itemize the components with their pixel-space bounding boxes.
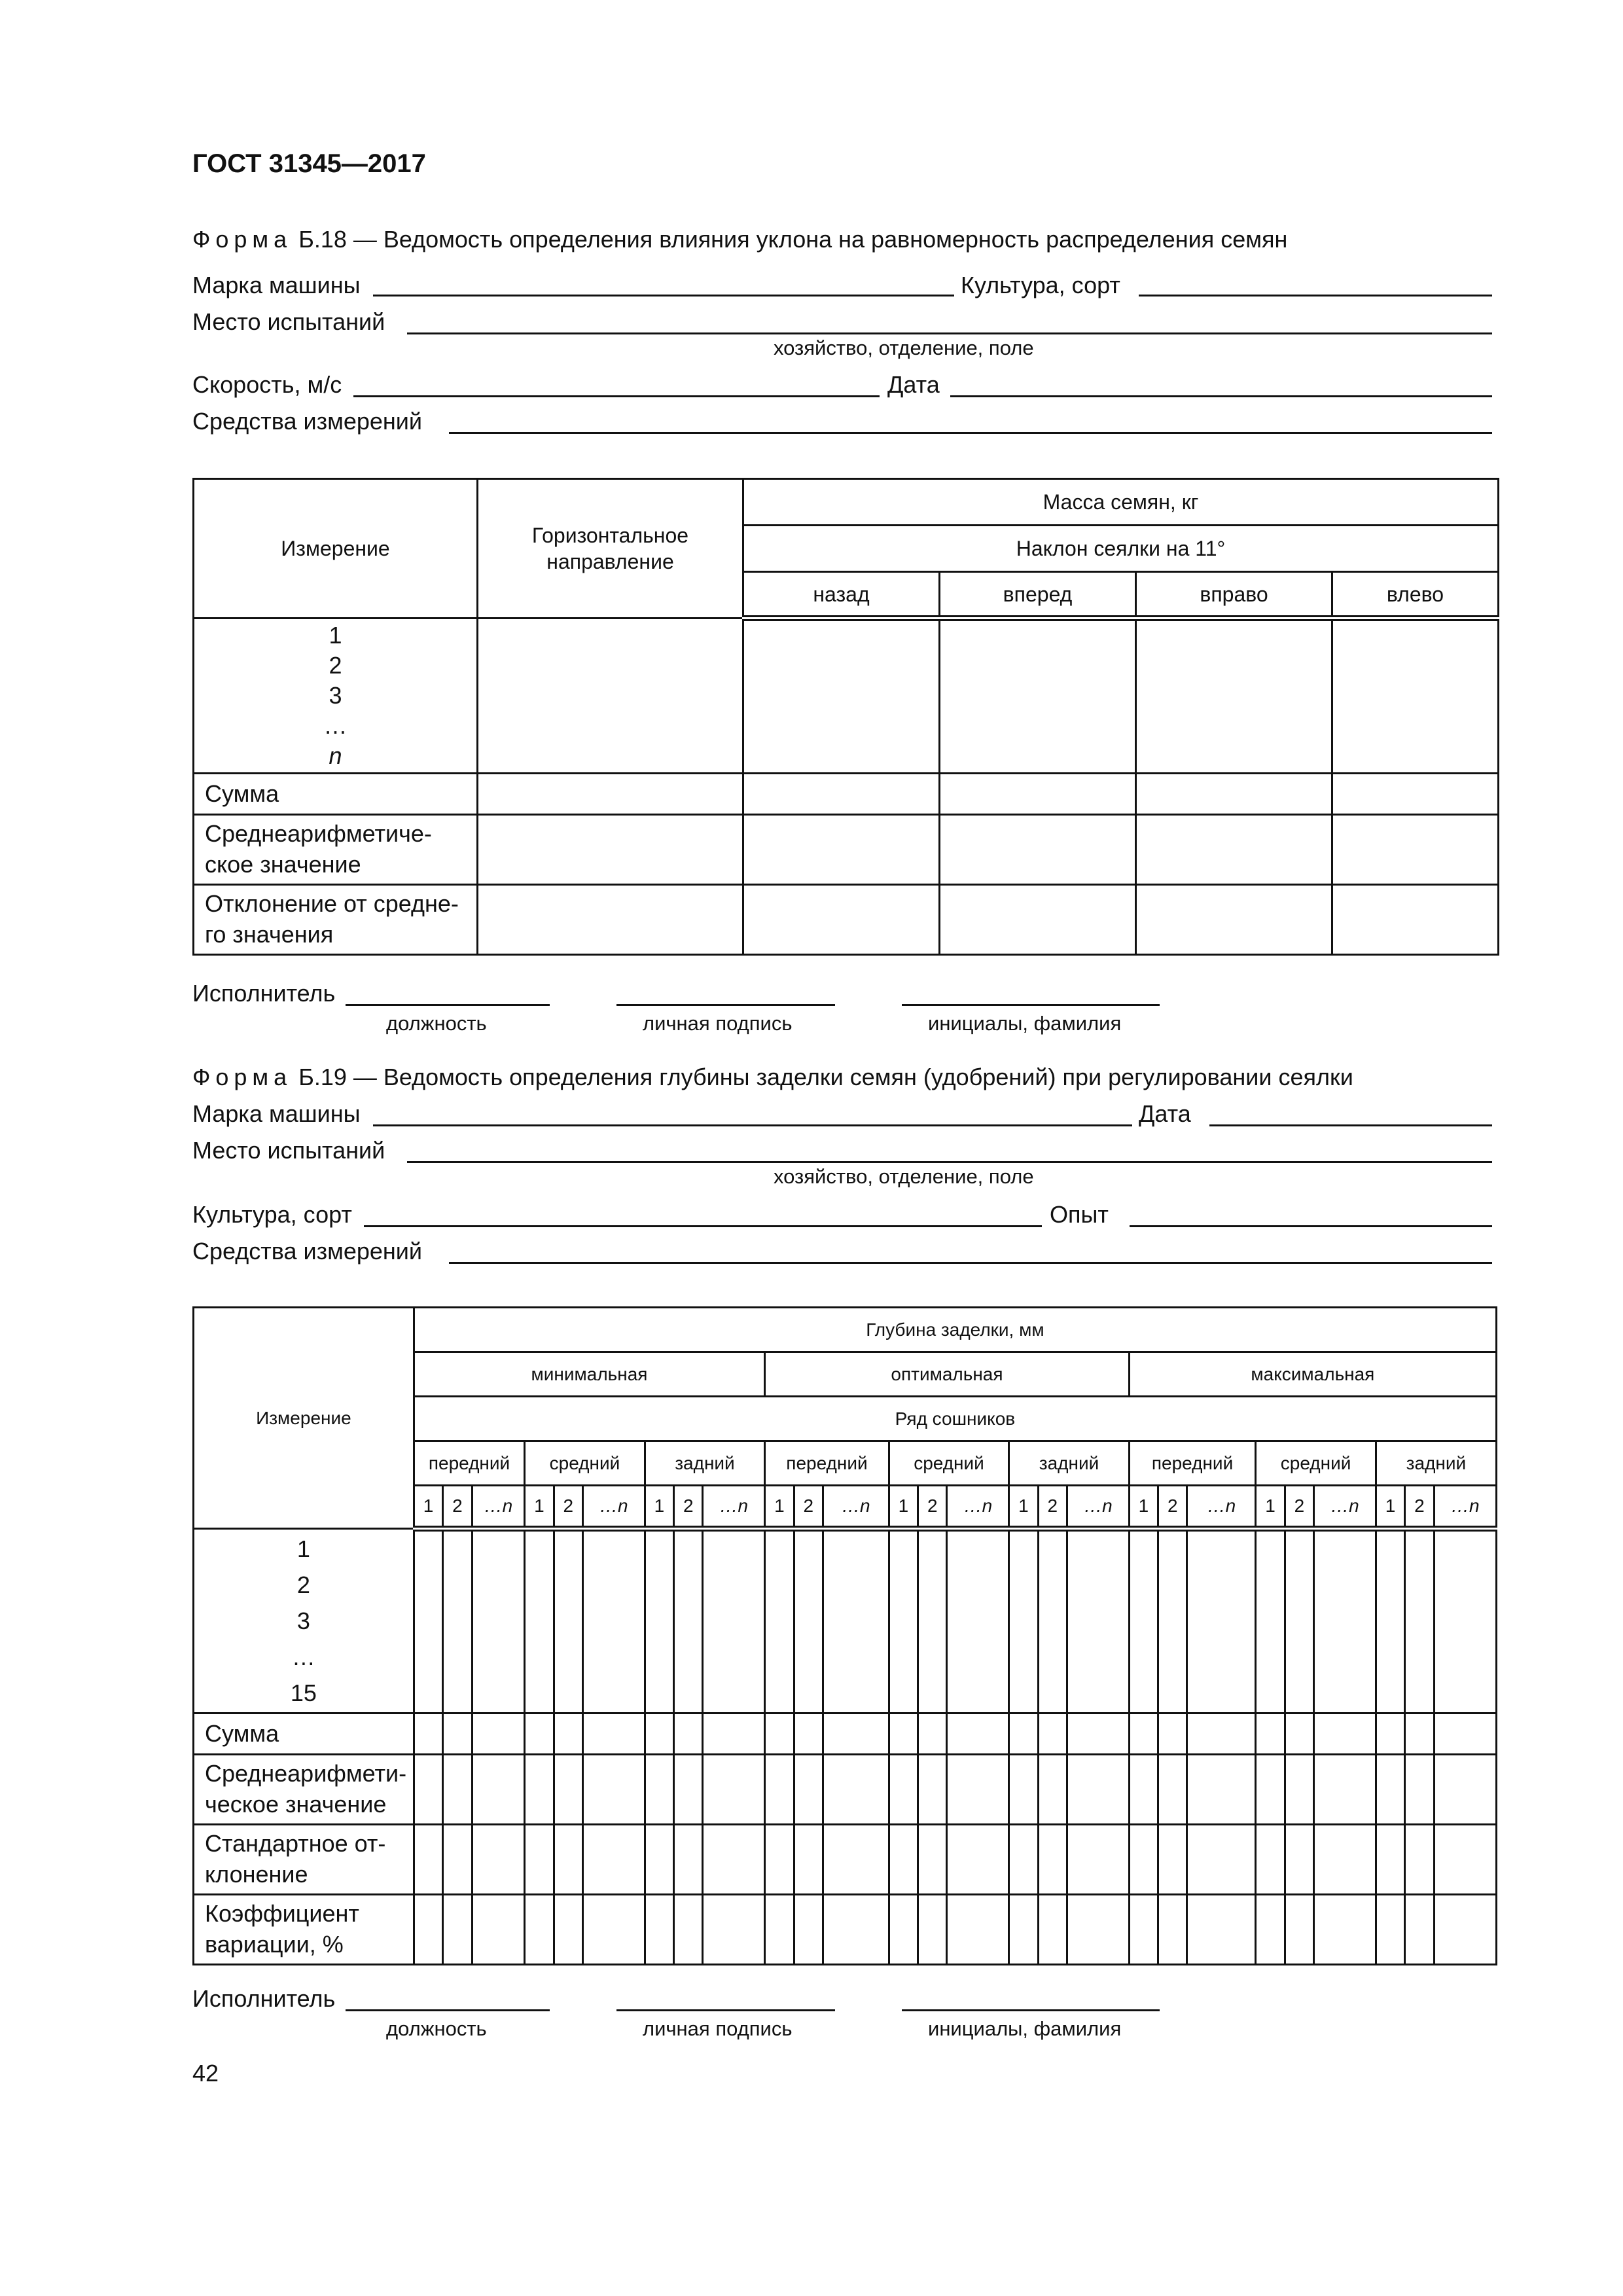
form19-subcolumn-header: 2: [794, 1486, 823, 1529]
form19-cell[interactable]: [645, 1825, 673, 1895]
form19-cell[interactable]: [1067, 1825, 1129, 1895]
form19-cell[interactable]: [947, 1895, 1009, 1965]
form19-cell[interactable]: [525, 1895, 554, 1965]
form19-cell[interactable]: [443, 1755, 472, 1825]
form19-title-prefix: Форма: [192, 1064, 293, 1090]
form19-cell[interactable]: [1038, 1713, 1067, 1755]
form19-cell[interactable]: [1158, 1895, 1187, 1965]
form18-position-line[interactable]: [346, 1004, 550, 1006]
form18-cell[interactable]: [743, 774, 940, 815]
form19-cell[interactable]: [1434, 1825, 1496, 1895]
form19-cell[interactable]: [472, 1895, 525, 1965]
form19-row-variation: Коэффициент вариации, %: [194, 1895, 414, 1965]
form19-row-numbers: [194, 1529, 414, 1713]
form19-cell[interactable]: [1256, 1825, 1285, 1895]
form19-subcolumn-header: 1: [414, 1486, 442, 1529]
form19-cell[interactable]: [1314, 1755, 1376, 1825]
form19-cell[interactable]: [1285, 1713, 1313, 1755]
form18-cell[interactable]: [1332, 619, 1499, 774]
form19-cell[interactable]: [645, 1529, 673, 1713]
form19-cell[interactable]: [889, 1825, 918, 1895]
form19-cell[interactable]: [674, 1825, 703, 1895]
form18-table: [192, 478, 1499, 956]
form19-cell[interactable]: [674, 1895, 703, 1965]
form19-culture-label: Культура, сорт: [192, 1201, 352, 1228]
form19-cell[interactable]: [1434, 1755, 1496, 1825]
form18-cell[interactable]: [743, 815, 940, 885]
form19-subcolumn-header: 2: [918, 1486, 947, 1529]
form19-cell[interactable]: [918, 1755, 947, 1825]
form18-cell[interactable]: [478, 619, 743, 774]
form19-cell[interactable]: [889, 1529, 918, 1713]
page-number: 42: [192, 2060, 219, 2087]
form19-cell[interactable]: [1129, 1825, 1158, 1895]
form18-cell[interactable]: [1332, 815, 1499, 885]
form19-cell[interactable]: [525, 1755, 554, 1825]
form19-cell[interactable]: [443, 1895, 472, 1965]
form19-cell[interactable]: [443, 1825, 472, 1895]
form19-cell[interactable]: [674, 1529, 703, 1713]
form19-header-measure: Измерение: [194, 1308, 414, 1529]
form18-place-label: Место испытаний: [192, 308, 385, 335]
form19-cell[interactable]: [1009, 1755, 1038, 1825]
form19-cell[interactable]: [645, 1755, 673, 1825]
form19-cell[interactable]: [1067, 1529, 1129, 1713]
form18-cell[interactable]: [743, 885, 940, 955]
form18-position-caption: должность: [386, 1012, 487, 1035]
form19-subcolumn-header: 2: [1158, 1486, 1187, 1529]
form19-cell[interactable]: [703, 1529, 765, 1713]
form19-subcolumn-header: …n: [472, 1486, 525, 1529]
form19-table: [192, 1306, 1497, 1965]
form19-cell[interactable]: [1376, 1895, 1404, 1965]
form18-executor-label: Исполнитель: [192, 980, 336, 1007]
form19-cell[interactable]: [1009, 1713, 1038, 1755]
form19-position-caption: должность: [386, 2017, 487, 2040]
form19-subcolumn-header: 1: [645, 1486, 673, 1529]
form19-cell[interactable]: [1038, 1825, 1067, 1895]
document-code: ГОСТ 31345—2017: [192, 149, 426, 178]
form19-cell[interactable]: [554, 1895, 582, 1965]
form19-cell[interactable]: [794, 1825, 823, 1895]
form18-cell[interactable]: [1136, 774, 1332, 815]
form19-subcolumn-header: 1: [765, 1486, 794, 1529]
form19-header-rear: задний: [645, 1441, 765, 1486]
form18-speed-label: Скорость, м/с: [192, 371, 342, 398]
form19-cell[interactable]: [1405, 1713, 1434, 1755]
form19-subcolumn-header: …n: [1314, 1486, 1376, 1529]
form19-header-middle: средний: [525, 1441, 645, 1486]
form18-name-caption: инициалы, фамилия: [928, 1012, 1122, 1035]
form19-cell[interactable]: [1376, 1529, 1404, 1713]
form19-signature-line[interactable]: [616, 2009, 835, 2011]
form19-header-front: передний: [765, 1441, 889, 1486]
form19-cell[interactable]: [1314, 1713, 1376, 1755]
form19-cell[interactable]: [525, 1713, 554, 1755]
form19-cell[interactable]: [1067, 1755, 1129, 1825]
form19-cell[interactable]: [794, 1529, 823, 1713]
form19-cell[interactable]: [1009, 1825, 1038, 1895]
form19-cell[interactable]: [1285, 1755, 1313, 1825]
form19-cell[interactable]: [1187, 1825, 1256, 1895]
form19-cell[interactable]: [1129, 1895, 1158, 1965]
form19-subcolumn-header: 2: [554, 1486, 582, 1529]
form19-cell[interactable]: [765, 1713, 794, 1755]
form19-cell[interactable]: [703, 1755, 765, 1825]
form19-date-line[interactable]: [1209, 1124, 1492, 1126]
form19-executor-label: Исполнитель: [192, 1985, 336, 2012]
form18-cell[interactable]: [743, 619, 940, 774]
form19-cell[interactable]: [472, 1825, 525, 1895]
form19-cell[interactable]: [1129, 1529, 1158, 1713]
form19-header-middle: средний: [889, 1441, 1009, 1486]
form19-position-line[interactable]: [346, 2009, 550, 2011]
form19-cell[interactable]: [1376, 1825, 1404, 1895]
form19-header-front: передний: [1129, 1441, 1256, 1486]
form19-cell[interactable]: [472, 1713, 525, 1755]
form19-cell[interactable]: [582, 1755, 645, 1825]
form18-cell[interactable]: [478, 885, 743, 955]
form19-cell[interactable]: [918, 1895, 947, 1965]
form19-cell[interactable]: [1256, 1529, 1285, 1713]
form19-cell[interactable]: [1158, 1529, 1187, 1713]
form18-cell[interactable]: [478, 815, 743, 885]
form19-subcolumn-header: 2: [1405, 1486, 1434, 1529]
form19-cell[interactable]: [414, 1529, 442, 1713]
form18-place-hint: хозяйство, отделение, поле: [774, 336, 1034, 359]
row-number: n: [329, 742, 342, 769]
form18-speed-line[interactable]: [353, 395, 880, 397]
form19-cell[interactable]: [1405, 1529, 1434, 1713]
form19-row-mean: Среднеарифмети-ческое значение: [194, 1755, 414, 1825]
form19-cell[interactable]: [1256, 1895, 1285, 1965]
form19-machine-line[interactable]: [373, 1124, 1132, 1126]
form18-culture-label: Культура, сорт: [961, 272, 1120, 298]
form19-cell[interactable]: [1158, 1755, 1187, 1825]
form19-cell[interactable]: [582, 1529, 645, 1713]
form19-signature-caption: личная подпись: [643, 2017, 793, 2040]
form19-cell[interactable]: [1376, 1755, 1404, 1825]
form19-cell[interactable]: [794, 1895, 823, 1965]
row-number: 3: [296, 1607, 310, 1634]
form19-cell[interactable]: [889, 1895, 918, 1965]
form19-cell[interactable]: [794, 1713, 823, 1755]
form19-cell[interactable]: [1405, 1825, 1434, 1895]
form18-cell[interactable]: [1136, 815, 1332, 885]
form18-machine-line[interactable]: [373, 295, 954, 296]
form19-cell[interactable]: [1009, 1529, 1038, 1713]
form18-cell[interactable]: [478, 774, 743, 815]
form19-cell[interactable]: [1187, 1713, 1256, 1755]
form19-cell[interactable]: [1129, 1755, 1158, 1825]
form19-cell[interactable]: [443, 1713, 472, 1755]
form19-cell[interactable]: [645, 1895, 673, 1965]
form19-cell[interactable]: [1009, 1895, 1038, 1965]
form19-cell[interactable]: [1158, 1713, 1187, 1755]
form19-cell[interactable]: [1314, 1895, 1376, 1965]
form19-row-stddev: Стандартное от-клонение: [194, 1825, 414, 1895]
form19-cell[interactable]: [765, 1755, 794, 1825]
form19-cell[interactable]: [889, 1713, 918, 1755]
form18-header-horizontal: Горизонтальное направление: [478, 479, 743, 619]
form19-cell[interactable]: [947, 1825, 1009, 1895]
form19-cell[interactable]: [1285, 1529, 1313, 1713]
form19-culture-line[interactable]: [364, 1225, 1042, 1227]
form19-cell[interactable]: [823, 1825, 889, 1895]
form18-header-left: влево: [1332, 572, 1499, 619]
row-number: 1: [329, 622, 342, 649]
form18-row-deviation: Отклонение от средне-го значения: [194, 885, 478, 955]
form19-name-line[interactable]: [902, 2009, 1160, 2011]
form19-header-rear: задний: [1009, 1441, 1130, 1486]
form19-cell[interactable]: [645, 1713, 673, 1755]
form18-cell[interactable]: [1332, 885, 1499, 955]
form19-cell[interactable]: [1038, 1529, 1067, 1713]
form19-cell[interactable]: [1187, 1895, 1256, 1965]
form19-cell[interactable]: [1314, 1529, 1376, 1713]
form19-title: [192, 1066, 1353, 1089]
form19-subcolumn-header: 1: [1256, 1486, 1285, 1529]
form19-place-label: Место испытаний: [192, 1137, 385, 1164]
row-number: …: [323, 712, 348, 739]
form19-subcolumn-header: …n: [582, 1486, 645, 1529]
form18-cell[interactable]: [940, 619, 1136, 774]
form19-header-middle: средний: [1256, 1441, 1376, 1486]
form19-subcolumn-header: 2: [1285, 1486, 1313, 1529]
form19-place-hint: хозяйство, отделение, поле: [774, 1165, 1034, 1188]
form19-cell[interactable]: [1129, 1713, 1158, 1755]
form19-cell[interactable]: [525, 1825, 554, 1895]
form19-cell[interactable]: [889, 1755, 918, 1825]
form18-header-forward: вперед: [940, 572, 1136, 619]
form19-cell[interactable]: [1067, 1713, 1129, 1755]
form19-cell[interactable]: [918, 1713, 947, 1755]
form18-row-sum: Сумма: [194, 774, 478, 815]
form19-subcolumn-header: 1: [1129, 1486, 1158, 1529]
form19-cell[interactable]: [1285, 1825, 1313, 1895]
form19-subcolumn-header: …n: [1187, 1486, 1256, 1529]
form19-cell[interactable]: [823, 1529, 889, 1713]
form19-header-optimal: оптимальная: [765, 1352, 1130, 1397]
form19-cell[interactable]: [823, 1755, 889, 1825]
form19-cell[interactable]: [414, 1895, 442, 1965]
form18-row-mean: Среднеарифметиче-ское значение: [194, 815, 478, 885]
form18-header-measure: Измерение: [194, 479, 478, 619]
form19-cell[interactable]: [582, 1825, 645, 1895]
form18-cell[interactable]: [940, 885, 1136, 955]
form19-cell[interactable]: [703, 1713, 765, 1755]
row-number: 2: [296, 1571, 310, 1598]
form19-experiment-label: Опыт: [1050, 1201, 1109, 1228]
form19-cell[interactable]: [947, 1529, 1009, 1713]
form18-name-line[interactable]: [902, 1004, 1160, 1006]
form18-cell[interactable]: [940, 774, 1136, 815]
form18-title-prefix: Форма: [192, 226, 293, 253]
form19-subcolumn-header: …n: [703, 1486, 765, 1529]
form18-cell[interactable]: [1136, 619, 1332, 774]
form19-cell[interactable]: [765, 1529, 794, 1713]
form19-subcolumn-header: …n: [1434, 1486, 1496, 1529]
form18-culture-line[interactable]: [1139, 295, 1492, 296]
form19-cell[interactable]: [947, 1755, 1009, 1825]
form19-cell[interactable]: [1038, 1895, 1067, 1965]
form18-date-line[interactable]: [950, 395, 1492, 397]
form19-instruments-line[interactable]: [449, 1262, 1492, 1264]
form19-experiment-line[interactable]: [1130, 1225, 1492, 1227]
form19-cell[interactable]: [823, 1895, 889, 1965]
form19-header-rear: задний: [1376, 1441, 1496, 1486]
form19-cell[interactable]: [1376, 1713, 1404, 1755]
form18-header-back: назад: [743, 572, 940, 619]
row-number: 1: [296, 1535, 310, 1562]
form18-title-text: Б.18 — Ведомость определения влияния уклона на равномерность распределения семян: [292, 226, 1288, 253]
row-number: 3: [329, 682, 342, 709]
form19-cell[interactable]: [765, 1825, 794, 1895]
form18-title: [192, 228, 1287, 251]
form19-cell[interactable]: [582, 1895, 645, 1965]
form19-header-row: Ряд сошников: [414, 1397, 1496, 1441]
form19-cell[interactable]: [918, 1825, 947, 1895]
form19-cell[interactable]: [1434, 1529, 1496, 1713]
form18-machine-label: Марка машины: [192, 272, 361, 298]
row-number: …: [291, 1643, 315, 1670]
form19-cell[interactable]: [1158, 1825, 1187, 1895]
form19-cell[interactable]: [554, 1713, 582, 1755]
form19-cell[interactable]: [1038, 1755, 1067, 1825]
form19-header-maximal: максимальная: [1129, 1352, 1496, 1397]
form19-subcolumn-header: …n: [947, 1486, 1009, 1529]
form19-title-text: Б.19 — Ведомость определения глубины заделки семян (удобрений) при регулировании сеялки: [292, 1064, 1353, 1090]
form18-instruments-label: Средства измерений: [192, 408, 423, 435]
form19-cell[interactable]: [1405, 1755, 1434, 1825]
form18-signature-caption: личная подпись: [643, 1012, 793, 1035]
form19-cell[interactable]: [1405, 1895, 1434, 1965]
form18-row-numbers: [194, 619, 478, 774]
form19-header-minimal: минимальная: [414, 1352, 764, 1397]
form19-cell[interactable]: [1256, 1713, 1285, 1755]
form19-cell[interactable]: [472, 1529, 525, 1713]
form19-cell[interactable]: [1314, 1825, 1376, 1895]
form19-cell[interactable]: [1434, 1713, 1496, 1755]
form19-subcolumn-header: …n: [1067, 1486, 1129, 1529]
form19-row-sum: Сумма: [194, 1713, 414, 1755]
form19-cell[interactable]: [1067, 1895, 1129, 1965]
form19-cell[interactable]: [703, 1825, 765, 1895]
form19-cell[interactable]: [794, 1755, 823, 1825]
form19-instruments-label: Средства измерений: [192, 1238, 423, 1265]
form18-header-tilt: Наклон сеялки на 11°: [743, 526, 1499, 572]
form19-name-caption: инициалы, фамилия: [928, 2017, 1122, 2040]
form19-date-label: Дата: [1139, 1100, 1191, 1127]
form19-cell[interactable]: [414, 1713, 442, 1755]
form19-subcolumn-header: 1: [889, 1486, 918, 1529]
form19-cell[interactable]: [703, 1895, 765, 1965]
form19-subcolumn-header: 2: [674, 1486, 703, 1529]
form19-cell[interactable]: [1187, 1755, 1256, 1825]
form19-cell[interactable]: [414, 1755, 442, 1825]
form19-cell[interactable]: [947, 1713, 1009, 1755]
form18-place-line[interactable]: [407, 332, 1492, 334]
form18-header-right: вправо: [1136, 572, 1332, 619]
form18-date-label: Дата: [887, 371, 940, 398]
form19-header-front: передний: [414, 1441, 524, 1486]
form19-cell[interactable]: [525, 1529, 554, 1713]
form19-cell[interactable]: [1434, 1895, 1496, 1965]
form19-cell[interactable]: [1256, 1755, 1285, 1825]
form19-cell[interactable]: [554, 1825, 582, 1895]
form19-cell[interactable]: [1187, 1529, 1256, 1713]
form19-place-line[interactable]: [407, 1161, 1492, 1163]
form19-cell[interactable]: [1285, 1895, 1313, 1965]
form19-cell[interactable]: [918, 1529, 947, 1713]
form18-signature-line[interactable]: [616, 1004, 835, 1006]
form18-cell[interactable]: [1136, 885, 1332, 955]
form19-cell[interactable]: [554, 1529, 582, 1713]
form19-subcolumn-header: 1: [1009, 1486, 1038, 1529]
form19-cell[interactable]: [674, 1713, 703, 1755]
row-number: 2: [329, 652, 342, 679]
form19-cell[interactable]: [582, 1713, 645, 1755]
form19-subcolumn-header: 1: [525, 1486, 554, 1529]
form19-cell[interactable]: [443, 1529, 472, 1713]
form18-instruments-line[interactable]: [449, 432, 1492, 434]
form19-cell[interactable]: [823, 1713, 889, 1755]
form19-subcolumn-header: 1: [1376, 1486, 1404, 1529]
form18-header-mass: Масса семян, кг: [743, 479, 1499, 526]
form19-cell[interactable]: [414, 1825, 442, 1895]
form19-subcolumn-header: …n: [823, 1486, 889, 1529]
form19-machine-label: Марка машины: [192, 1100, 361, 1127]
form19-cell[interactable]: [674, 1755, 703, 1825]
form19-cell[interactable]: [554, 1755, 582, 1825]
form19-subcolumn-header: 2: [1038, 1486, 1067, 1529]
form18-cell[interactable]: [1332, 774, 1499, 815]
form19-cell[interactable]: [472, 1755, 525, 1825]
row-number: 15: [290, 1679, 317, 1706]
form19-cell[interactable]: [765, 1895, 794, 1965]
form19-header-depth: Глубина заделки, мм: [414, 1308, 1496, 1352]
form18-cell[interactable]: [940, 815, 1136, 885]
form19-subcolumn-header: 2: [443, 1486, 472, 1529]
